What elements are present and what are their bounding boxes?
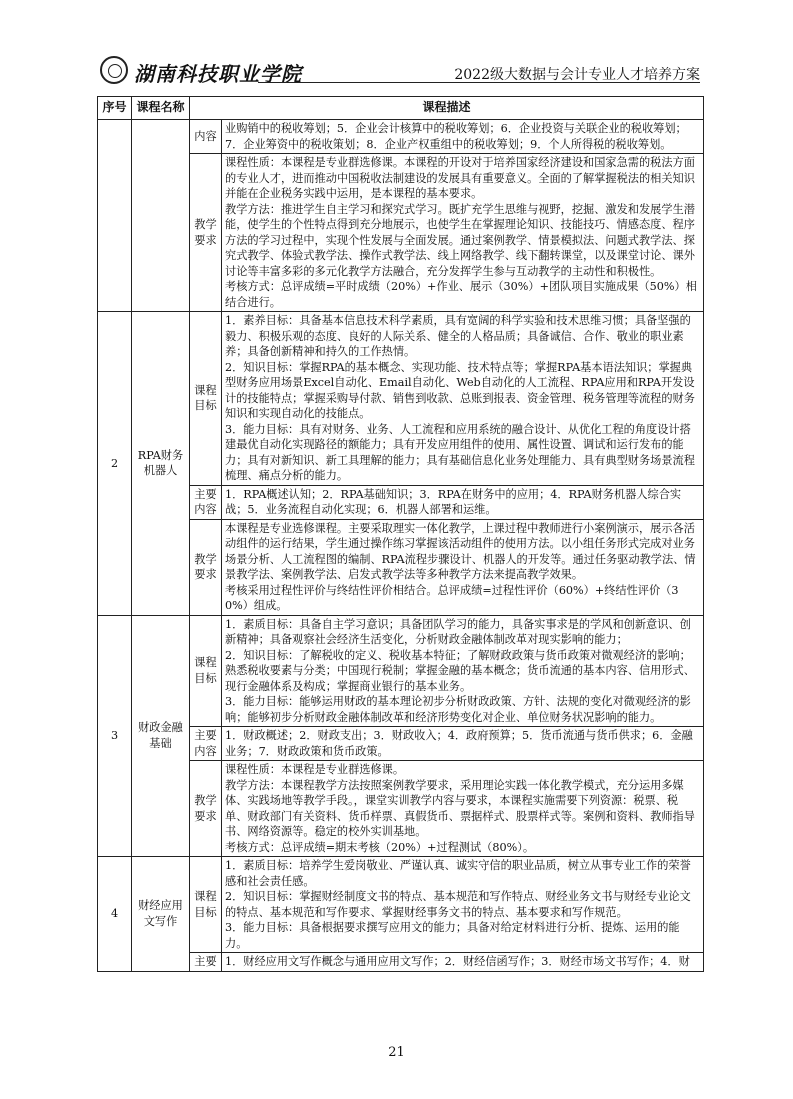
goal-line: 2．知识目标：掌握RPA的基本概念、实现功能、技术特点等；掌握RPA基本语法知识；掌握典型财务应用场景Excel自动化、Email自动化、Web自动化的人工流程、RPA应用和RPA开发设计的技能特点；掌握采购导付款、销售到收款、总账到报表、资金管理、税务管理等流程的财务知识和实现自动化的技能点。 [225, 360, 695, 420]
goal-line: 3．能力目标：能够运用财政的基本理论初步分析财政政策、方针、法规的变化对微观经济的影响；能够初步分析财政金融体制改革和经济形势变化对企业、单位财务状况影响的能力。 [225, 695, 691, 724]
table-row [98, 615, 704, 727]
page-number: 21 [388, 1045, 405, 1060]
page-header [100, 56, 700, 88]
document-title: 2022级大数据与会计专业人才培养方案 [454, 67, 700, 83]
goal-line: 3．能力目标：具备根据要求撰写应用文的能力；具备对给定材料进行分析、提炼、运用的能力。 [225, 921, 680, 950]
goal-line: 1．素质目标：培养学生爱岗敬业、严谨认真、诚实守信的职业品质，树立从事专业工作的荣誉感和社会责任感。 [225, 859, 691, 888]
col-header-desc: 课程描述 [190, 97, 704, 120]
table-header-row [98, 97, 704, 120]
sub-label-requirements: 教学要求 [190, 154, 222, 312]
requirements-text [222, 519, 704, 615]
sub-label-content: 主要 [190, 953, 222, 972]
content-text: 1．财经应用文写作概念与通用应用文写作；2．财经信函写作；3．财经市场文书写作；4．财 [222, 953, 704, 972]
course-num-cell: 2 [98, 312, 132, 616]
sub-label-goals: 课程目标 [190, 312, 222, 486]
requirements-line: 考核方式：总评成绩=期末考核（20%）+过程测试（80%）。 [225, 840, 535, 854]
sub-label-requirements: 教学要求 [190, 519, 222, 615]
goals-text [222, 615, 704, 727]
requirements-line: 本课程是专业选修课程。主要采取理实一体化教学，上课过程中教师进行小案例演示，展示各活动组件的运行结果，学生通过操作练习掌握该活动组件的使用方法。以小组任务形式完成对业务场景分析、人工流程图的编制、RPA流程步骤设计、机器人的开发等。通过任务驱动教学法、情景教学法、案例教学法、启发式教学法等多种教学方法来提高教学效果。 [225, 521, 696, 581]
school-name: 湖南科技职业学院 [134, 62, 302, 86]
course-name-cell [132, 120, 190, 312]
goal-line: 2．知识目标：掌握财经制度文书的特点、基本规范和写作特点、财经业务文书与财经专业论文的特点、基本规范和写作要求、掌握财经事务文书的特点、基本要求和写作规范。 [225, 890, 691, 919]
table-row [98, 857, 704, 953]
requirements-line: 教学方法：推进学生自主学习和探究式学习。既扩充学生思维与视野，挖掘、激发和发展学生潜能，使学生的个性特点得到充分地展示，也使学生在掌握理论知识、技能技巧、情感态度、程序方法的学习过程中，实现个性发展与全面发展。通过案例教学、情景模拟法、问题式教学法、探究式教学、体验式教学法、操作式教学法、线上网络教学、线下翻转课堂，以及课堂讨论、课外讨论等丰富多彩的多元化教学方法融合，充分发挥学生参与互动教学的主动性和积极性。 [225, 202, 695, 278]
col-header-name: 课程名称 [132, 97, 190, 120]
content-text: 1．财政概述；2．财政支出；3．财政收入；4．政府预算；5．货币流通与货币供求；6．金融业务；7．财政政策和货币政策。 [222, 727, 704, 761]
requirements-text [222, 761, 704, 857]
sub-label-content: 内容 [190, 120, 222, 154]
goal-line: 1．素养目标：具备基本信息技术科学素质，具有宽阔的科学实验和技术思维习惯；具备坚强的毅力、积极乐观的态度、良好的人际关系、健全的人格品质；具备诚信、合作、敬业的职业素养；具备创新精神和持久的工作热情。 [225, 314, 691, 358]
requirements-line: 课程性质：本课程是专业群选修课。本课程的开设对于培养国家经济建设和国家急需的税法方面的专业人才，进而推动中国税收法制建设的发展具有重要意义。全面的了解掌握税法的相关知识并能在企业税务实践中运用，是本课程的基本要求。 [225, 156, 695, 200]
course-table [97, 96, 704, 972]
header-rule [258, 82, 700, 83]
sub-label-content: 主要内容 [190, 727, 222, 761]
course-num-cell: 4 [98, 857, 132, 972]
course-name-cell: 财政金融基础 [132, 615, 190, 857]
goals-text [222, 857, 704, 953]
school-logo-icon [100, 56, 128, 84]
requirements-line: 考核采用过程性评价与终结性评价相结合。总评成绩=过程性评价（60%）+终结性评价（30%）组成。 [225, 583, 679, 612]
course-name-cell: 财经应用文写作 [132, 857, 190, 972]
requirements-line: 教学方法：本课程教学方法按照案例教学要求，采用理论实践一体化教学模式，充分运用多媒体、实践场地等教学手段。，课堂实训教学内容与要求，本课程实施需要下列资源：税票、税单、财政部门有关资料、货币样票、真假货币、票据样式、股票样式等。案例和资料、教师指导书、网络资源等。稳定的校外实训基地。 [225, 778, 695, 838]
content-text: 1．RPA概述认知；2．RPA基础知识；3．RPA在财务中的应用；4．RPA财务机器人综合实战；5．业务流程自动化实现；6．机器人部署和运维。 [222, 485, 704, 519]
goal-line: 2．知识目标：了解税收的定义、税收基本特征；了解财政政策与货币政策对微观经济的影响；熟悉税收要素与分类；中国现行税制；掌握金融的基本概念；货币流通的基本内容、信用形式、现行金融体系及构成；掌握商业银行的基本业务。 [225, 648, 695, 693]
requirements-line: 考核方式：总评成绩=平时成绩（20%）+作业、展示（30%）+团队项目实施成果（50%）相结合进行。 [225, 280, 697, 309]
course-name-cell: RPA财务机器人 [132, 312, 190, 616]
sub-label-requirements: 教学要求 [190, 761, 222, 857]
table-row [98, 312, 704, 486]
course-num-cell [98, 120, 132, 312]
goal-line: 1．素质目标：具备自主学习意识；具备团队学习的能力，具备实事求是的学风和创新意识、创新精神；具备观察社会经济生活变化，分析财政金融体制改革对现实影响的能力； [225, 617, 691, 646]
sub-label-content: 主要内容 [190, 485, 222, 519]
sub-label-goals: 课程目标 [190, 857, 222, 953]
content-text: 业购销中的税收筹划；5．企业会计核算中的税收筹划；6．企业投资与关联企业的税收筹划；7．企业筹资中的税收策划；8．企业产权重组中的税收筹划；9．个人所得税的税收筹划。 [222, 120, 704, 154]
goals-text [222, 312, 704, 486]
requirements-line: 课程性质：本课程是专业群选修课。 [225, 763, 405, 776]
goal-line: 3．能力目标：具有对财务、业务、人工流程和应用系统的融合设计、从优化工程的角度设计搭建最优自动化实现路径的额能力；具有开发应用组件的使用、属性设置、调试和运行发布的能力；具有对新知识、新工具理解的能力；具有基础信息化业务处理能力、具有典型财务场景流程梳理、痛点分析的能力。 [225, 422, 695, 482]
requirements-text [222, 154, 704, 312]
col-header-num: 序号 [98, 97, 132, 120]
sub-label-goals: 课程目标 [190, 615, 222, 727]
course-num-cell: 3 [98, 615, 132, 857]
table-row [98, 120, 704, 154]
